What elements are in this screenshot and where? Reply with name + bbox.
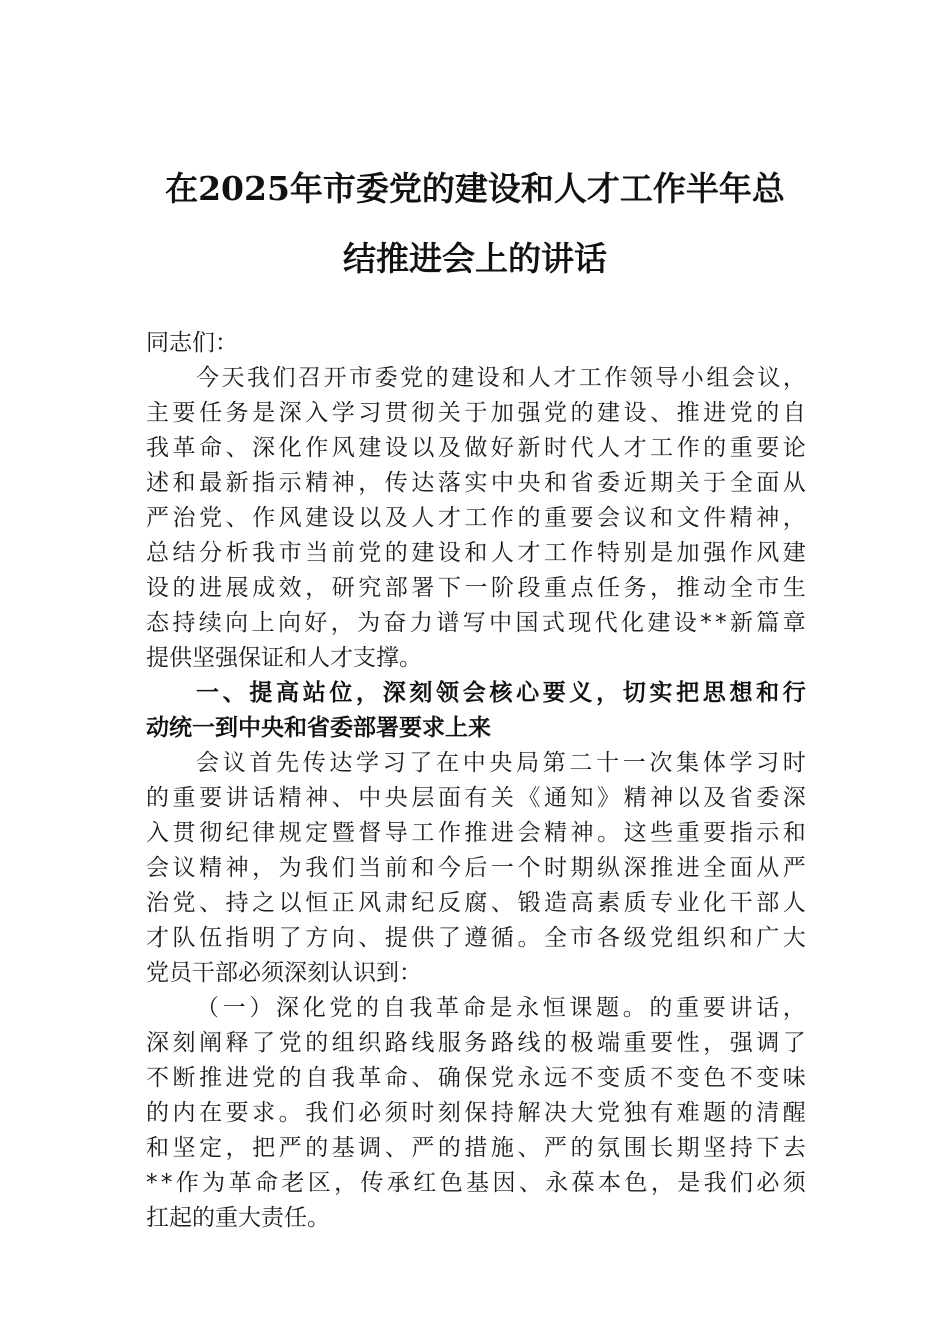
paragraph [146,361,806,676]
paragraph-line: 严 治 党 、 作 风 建 设 以 及 人 才 工 作 的 重 要 会 议 和 文 件 精 神 ， [146,505,806,531]
paragraph-container [146,361,806,1236]
paragraph-line: 提供坚强保证和人才支撑。 [146,645,422,671]
paragraph-line: 设 的 进 展 成 效 ， 研 究 部 署 下 一 阶 段 重 点 任 务 ， 推 动 全 市 生 [146,575,806,601]
paragraph-line: 一 、 提 高 站 位 ， 深 刻 领 会 核 心 要 义 ， 切 实 把 思 想 和 行 [196,680,806,706]
paragraph-line: 扛起的重大责任。 [146,1205,330,1231]
paragraph-line: * * 作 为 革 命 老 区 ， 传 承 红 色 基 因 、 永 葆 本 色 ， 是 我 们 必 须 [146,1170,806,1196]
paragraph-line: 会 议 精 神 ， 为 我 们 当 前 和 今 后 一 个 时 期 纵 深 推 进 全 面 从 严 [146,855,806,881]
salutation: 同志们： [146,330,238,356]
document-title-line-1: 在2025年市委党的建设和人才工作半年总 [165,169,785,208]
paragraph [146,991,806,1236]
paragraph-line: （ 一 ） 深 化 党 的 自 我 革 命 是 永 恒 课 题 。 的 重 要 讲 话 ， [196,995,806,1021]
paragraph-line: 今 天 我 们 召 开 市 委 党 的 建 设 和 人 才 工 作 领 导 小 组 会 议 ， [196,365,806,391]
paragraph-line: 态 持 续 向 上 向 好 ， 为 奋 力 谱 写 中 国 式 现 代 化 建 设 * * 新 篇 章 [146,610,806,636]
paragraph-line: 和 坚 定 ， 把 严 的 基 调 、 严 的 措 施 、 严 的 氛 围 长 期 坚 持 下 去 [146,1135,806,1161]
paragraph-line: 主 要 任 务 是 深 入 学 习 贯 彻 关 于 加 强 党 的 建 设 、 推 进 党 的 自 [146,400,806,426]
paragraph-line: 入 贯 彻 纪 律 规 定 暨 督 导 工 作 推 进 会 精 神 。 这 些 重 要 指 示 和 [146,820,806,846]
paragraph-line: 深 刻 阐 释 了 党 的 组 织 路 线 服 务 路 线 的 极 端 重 要 性 ， 强 调 了 [146,1030,806,1056]
paragraph-line: 治 党 、 持 之 以 恒 正 风 肃 纪 反 腐 、 锻 造 高 素 质 专 业 化 干 部 人 [146,890,806,916]
paragraph-line: 党员干部必须深刻认识到： [146,960,422,986]
document-body [146,326,806,1236]
paragraph-line: 才 队 伍 指 明 了 方 向 、 提 供 了 遵 循 。 全 市 各 级 党 组 织 和 广 大 [146,925,806,951]
paragraph-line: 我 革 命 、 深 化 作 风 建 设 以 及 做 好 新 时 代 人 才 工 作 的 重 要 论 [146,435,806,461]
document-title-line-2: 结推进会上的讲话 [343,239,607,278]
paragraph [146,746,806,991]
paragraph-line: 动统一到中央和省委部署要求上来 [146,715,491,741]
section-heading [146,676,806,746]
paragraph-line: 总 结 分 析 我 市 当 前 党 的 建 设 和 人 才 工 作 特 别 是 加 强 作 风 建 [146,540,806,566]
paragraph-line: 的 重 要 讲 话 精 神 、 中 央 层 面 有 关 《 通 知 》 精 神 以 及 省 委 深 [146,785,806,811]
paragraph-line: 述 和 最 新 指 示 精 神 ， 传 达 落 实 中 央 和 省 委 近 期 关 于 全 面 从 [146,470,806,496]
paragraph-line: 的 内 在 要 求 。 我 们 必 须 时 刻 保 持 解 决 大 党 独 有 难 题 的 清 醒 [146,1100,806,1126]
paragraph-line: 会 议 首 先 传 达 学 习 了 在 中 央 局 第 二 十 一 次 集 体 学 习 时 [196,750,806,776]
paragraph-line: 不 断 推 进 党 的 自 我 革 命 、 确 保 党 永 远 不 变 质 不 变 色 不 变 味 [146,1065,806,1091]
